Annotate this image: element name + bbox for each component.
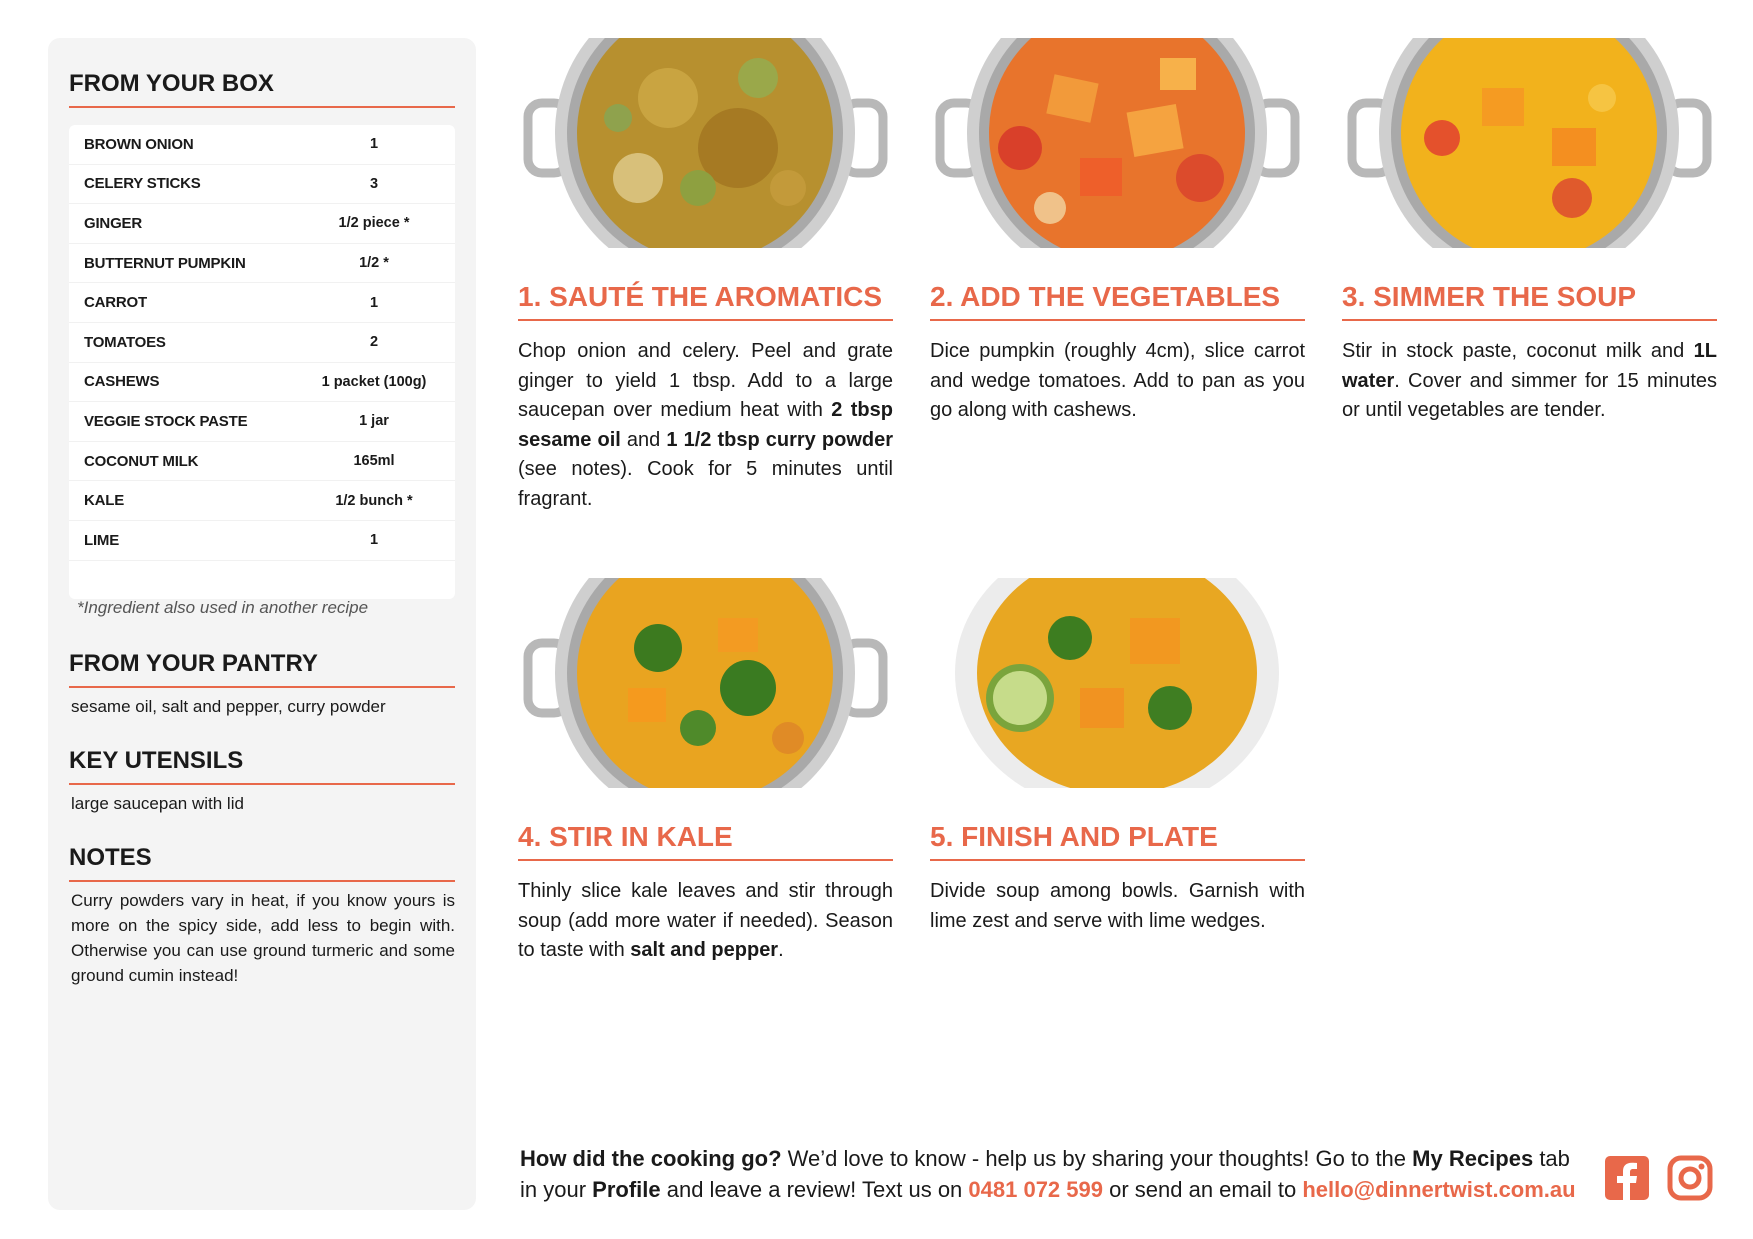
step-text-segment: . [778, 939, 784, 961]
ingredient-row [69, 402, 455, 442]
step-1-photo [518, 38, 893, 248]
footer-text-4: or send an email to [1102, 1177, 1303, 1202]
ingredient-quantity: 1/2 * [359, 255, 389, 272]
footer-question: How did the cooking go? [520, 1146, 782, 1171]
ingredient-row [69, 442, 455, 482]
step-text-segment: Thinly slice kale leaves and stir through soup (add more water if needed). Season to taste with [518, 880, 893, 961]
step-4-text [518, 877, 893, 966]
ingredient-quantity: 3 [369, 175, 379, 192]
facebook-icon[interactable] [1604, 1155, 1650, 1201]
email-link[interactable]: hello@dinnertwist.com.au [1302, 1177, 1576, 1202]
step-2-text [930, 337, 1305, 426]
notes-title: NOTES [69, 844, 455, 882]
ingredient-row [69, 244, 455, 284]
from-your-box-title: FROM YOUR BOX [69, 70, 455, 108]
ingredient-name: VEGGIE STOCK PASTE [84, 412, 248, 430]
ingredient-row [69, 521, 455, 561]
step-text-segment: Stir in stock paste, coconut milk and [1342, 340, 1694, 362]
ingredient-name: CELERY STICKS [84, 175, 201, 193]
step-3-title: 3. SIMMER THE SOUP [1342, 281, 1717, 321]
utensils-text: large saucepan with lid [71, 794, 244, 813]
ingredients-sidebar [48, 38, 476, 1210]
ingredient-footnote: *Ingredient also used in another recipe [77, 598, 369, 617]
step-1-text [518, 337, 893, 514]
ingredient-name: TOMATOES [84, 333, 166, 351]
step-emphasis: 2 tbsp sesame oil [518, 399, 893, 451]
step-5-title: 5. FINISH AND PLATE [930, 821, 1305, 861]
ingredient-name: BUTTERNUT PUMPKIN [84, 254, 246, 272]
step-3-text [1342, 337, 1717, 426]
step-2-photo [930, 38, 1305, 248]
ingredient-name: CASHEWS [84, 373, 160, 391]
step-5-photo [930, 578, 1305, 788]
step-text-segment: Divide soup among bowls. Garnish with lime zest and serve with lime wedges. [930, 880, 1305, 932]
step-4-title: 4. STIR IN KALE [518, 821, 893, 861]
ingredient-name: CARROT [84, 294, 147, 312]
step-emphasis: 1 1/2 tbsp curry powder [666, 428, 894, 451]
feedback-footer [520, 1143, 1580, 1205]
ingredient-name: COCONUT MILK [84, 452, 199, 470]
footer-text-2: tab in your [520, 1146, 1570, 1202]
ingredient-quantity: 1/2 piece * [338, 215, 410, 232]
my-recipes-link[interactable]: My Recipes [1412, 1146, 1534, 1171]
ingredient-quantity: 1 packet (100g) [321, 373, 427, 390]
step-text-segment: . Cover and simmer for 15 minutes or until vegetables are tender. [1342, 369, 1717, 421]
step-4-photo [518, 578, 893, 788]
notes-text: Curry powders vary in heat, if you know yours is more on the spicy side, add less to begin with. Otherwise you can use ground turmeric and some ground cumin instead! [71, 891, 455, 985]
ingredient-row [69, 204, 455, 244]
ingredient-name: KALE [84, 492, 125, 510]
ingredient-quantity: 1/2 bunch * [335, 492, 413, 509]
from-your-pantry-title: FROM YOUR PANTRY [69, 650, 455, 688]
step-text-segment: and [620, 428, 667, 451]
step-text-segment: Chop onion and celery. Peel and grate ginger to yield 1 tbsp. Add to a large saucepan over medium heat with [518, 340, 893, 421]
ingredient-row [69, 363, 455, 403]
ingredient-row [69, 481, 455, 521]
step-2-title: 2. ADD THE VEGETABLES [930, 281, 1305, 321]
step-emphasis: salt and pepper [630, 939, 779, 961]
instagram-icon[interactable] [1667, 1155, 1713, 1201]
step-1-title: 1. SAUTÉ THE AROMATICS [518, 281, 893, 321]
ingredients-table [69, 125, 455, 599]
step-text-segment: Dice pumpkin (roughly 4cm), slice carrot and wedge tomatoes. Add to pan as you go along with cashews. [930, 340, 1305, 421]
ingredient-row [69, 283, 455, 323]
ingredient-quantity: 1 jar [359, 413, 389, 430]
ingredient-quantity: 2 [369, 334, 379, 351]
ingredient-row [69, 165, 455, 205]
phone-link[interactable]: 0481 072 599 [968, 1177, 1103, 1202]
ingredient-name: GINGER [84, 214, 142, 232]
step-5-text [930, 877, 1305, 936]
ingredient-quantity: 1 [369, 294, 379, 311]
pantry-text: sesame oil, salt and pepper, curry powder [71, 697, 386, 716]
ingredient-name: BROWN ONION [84, 135, 194, 153]
step-emphasis: 1L water [1342, 340, 1717, 392]
ingredient-quantity: 1 [369, 532, 379, 549]
profile-link[interactable]: Profile [592, 1177, 661, 1202]
ingredient-name: LIME [84, 531, 120, 549]
footer-text-1: We’d love to know - help us by sharing your thoughts! Go to the [781, 1146, 1413, 1171]
ingredient-row [69, 323, 455, 363]
step-3-photo [1342, 38, 1717, 248]
key-utensils-title: KEY UTENSILS [69, 747, 455, 785]
footer-text-3: and leave a review! Text us on [660, 1177, 969, 1202]
ingredient-quantity: 165ml [353, 453, 395, 470]
ingredient-quantity: 1 [369, 136, 379, 153]
ingredient-row [69, 125, 455, 165]
step-text-segment: (see notes). Cook for 5 minutes until fragrant. [518, 458, 893, 510]
